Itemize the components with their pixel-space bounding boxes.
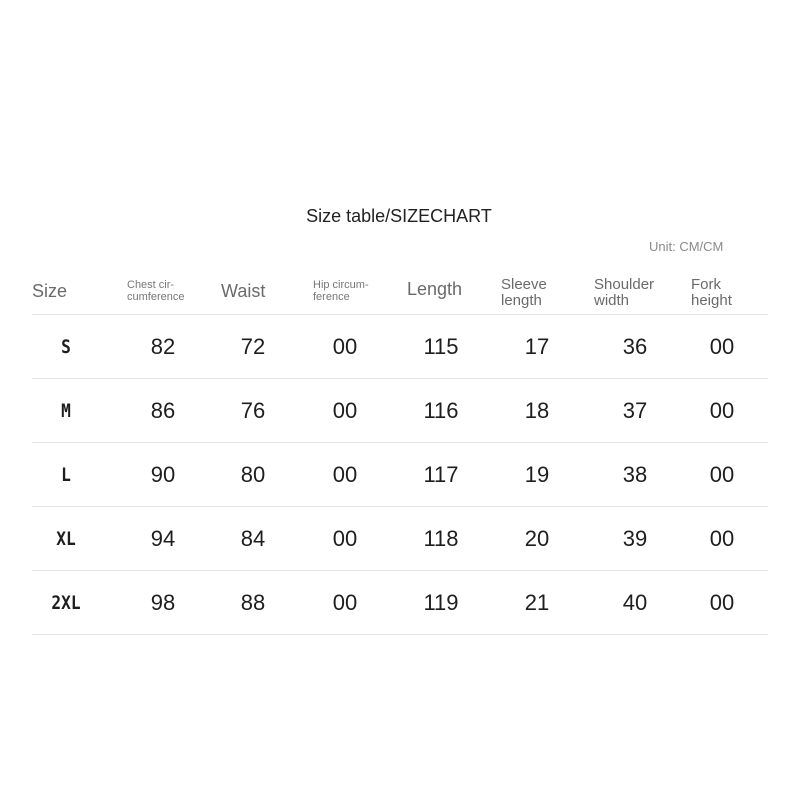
- header-hip: [313, 280, 369, 303]
- value-cell: 90: [150, 461, 176, 487]
- value-cell: 00: [332, 333, 358, 359]
- table-row: [32, 571, 768, 635]
- value-cell: 00: [332, 589, 358, 615]
- header-sleeve-line-1: Sleeve: [501, 276, 547, 293]
- value-cell: 18: [524, 397, 550, 423]
- value-cell: 119: [423, 589, 459, 615]
- header-shoulder: [594, 277, 654, 309]
- value-cell: 17: [524, 333, 550, 359]
- value-cell: 72: [240, 333, 266, 359]
- value-cell: 39: [622, 525, 648, 551]
- value-cell: 115: [423, 333, 459, 359]
- header-sleeve-line-2: length: [501, 291, 542, 309]
- value-cell: 98: [150, 589, 176, 615]
- header-chest-line-1: Chest cir-: [127, 279, 175, 291]
- value-cell: 118: [423, 525, 459, 551]
- table-row: [32, 315, 768, 379]
- size-cell: XL: [56, 527, 76, 550]
- header-hip-line-2: ference: [313, 290, 350, 303]
- page-title: Size table/SIZECHART: [306, 206, 492, 226]
- value-cell: 94: [150, 525, 176, 551]
- header-fork: [691, 277, 732, 309]
- table-body: [32, 315, 768, 635]
- value-cell: 19: [524, 461, 550, 487]
- value-cell: 00: [709, 333, 735, 359]
- value-cell: 00: [332, 525, 358, 551]
- size-cell: L: [61, 463, 71, 486]
- value-cell: 21: [524, 589, 550, 615]
- value-cell: 86: [150, 397, 176, 423]
- value-cell: 80: [240, 461, 266, 487]
- header-shoulder-line-1: Shoulder: [594, 276, 655, 293]
- value-cell: 20: [524, 525, 550, 551]
- header-shoulder-line-2: width: [594, 291, 630, 309]
- header-chest-line-2: cumference: [127, 290, 185, 303]
- header-length: Length: [407, 279, 463, 299]
- unit-label: Unit: CM/CM: [649, 239, 724, 254]
- table-row: [32, 507, 768, 571]
- value-cell: 00: [709, 397, 735, 423]
- table-row: [32, 443, 768, 507]
- header-hip-line-1: Hip circum-: [313, 279, 369, 291]
- value-cell: 37: [622, 397, 648, 423]
- header-fork-line-1: Fork: [691, 276, 721, 293]
- header-size: Size: [32, 281, 68, 301]
- value-cell: 76: [240, 397, 266, 423]
- table-row: [32, 379, 768, 443]
- header-waist: Waist: [221, 281, 266, 301]
- value-cell: 88: [240, 589, 266, 615]
- value-cell: 00: [709, 589, 735, 615]
- value-cell: 117: [423, 461, 459, 487]
- size-table: [32, 268, 768, 635]
- value-cell: 82: [150, 333, 176, 359]
- size-cell: S: [61, 335, 71, 358]
- value-cell: 40: [622, 589, 648, 615]
- size-cell: M: [61, 399, 71, 422]
- table-header: [32, 268, 768, 315]
- value-cell: 00: [709, 525, 735, 551]
- value-cell: 38: [622, 461, 648, 487]
- value-cell: 84: [240, 525, 266, 551]
- header-chest: [127, 280, 184, 303]
- size-cell: 2XL: [51, 591, 81, 614]
- value-cell: 00: [709, 461, 735, 487]
- value-cell: 116: [423, 397, 459, 423]
- header-fork-line-2: height: [691, 291, 732, 309]
- value-cell: 00: [332, 397, 358, 423]
- value-cell: 36: [622, 333, 648, 359]
- value-cell: 00: [332, 461, 358, 487]
- header-sleeve: [501, 277, 547, 309]
